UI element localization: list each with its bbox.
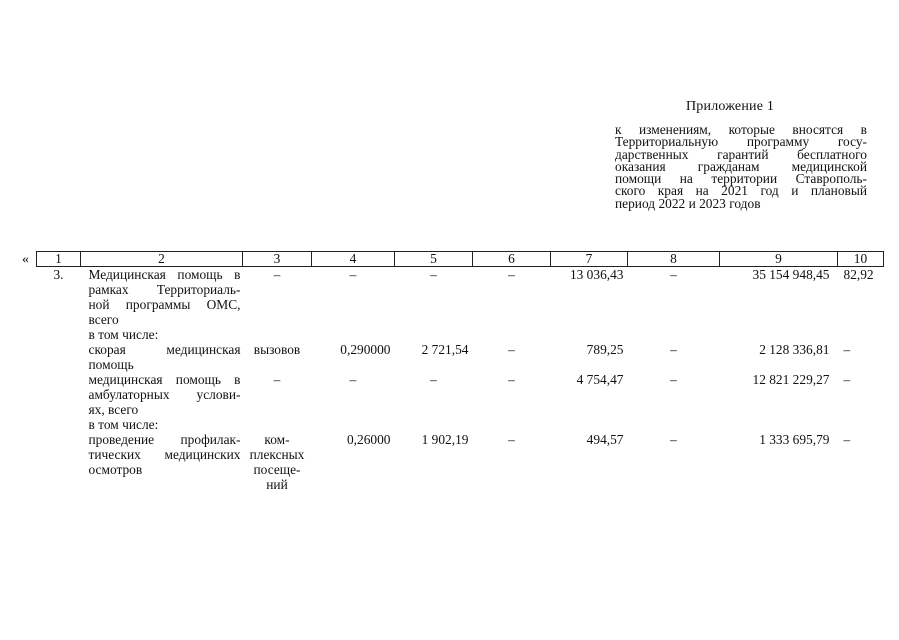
appendix-line: дарственных гарантий бесплатного: [615, 146, 867, 162]
column-header: 10: [838, 252, 884, 267]
row-number: 3.: [53, 267, 64, 282]
cell-col10: [838, 327, 884, 342]
column-number-header-row: [37, 252, 884, 267]
cell-col6: –: [508, 372, 515, 387]
opening-quote-mark: «: [22, 252, 29, 267]
row-name: [81, 417, 243, 432]
row-number: [37, 417, 81, 432]
cell-col6: –: [508, 432, 515, 447]
cell-col6: –: [508, 267, 515, 282]
appendix-line: помощи на территории Ставрополь-: [615, 171, 867, 187]
cell-col7: 13 036,43: [569, 267, 624, 282]
row-name-line: медицинская помощь в: [88, 372, 241, 387]
cell-col10: –: [843, 432, 851, 447]
row-name-line: помощь: [88, 357, 134, 372]
cell-col4: 0,26000: [346, 432, 391, 447]
row-number: [37, 372, 81, 417]
cell-col8: –: [670, 432, 677, 447]
appendix-line: период 2022 и 2023 годов: [615, 195, 761, 211]
cell-col10: –: [843, 372, 851, 387]
cell-col5: –: [430, 372, 437, 387]
row-name-line: осмотров: [88, 462, 143, 477]
row-name-line: в том числе:: [88, 417, 159, 432]
cell-col5: [395, 417, 473, 432]
row-name-line: ях, всего: [88, 402, 139, 417]
row-number: [37, 342, 81, 372]
cell-col8: –: [670, 267, 677, 282]
cell-col9: 12 821 229,27: [752, 372, 830, 387]
row-number: [37, 327, 81, 342]
cell-col8: [628, 327, 720, 342]
funding-table: [36, 251, 884, 492]
appendix-line: к изменениям, которые вносятся в: [615, 122, 867, 137]
appendix-line: ского края на 2021 год и плановый: [615, 183, 867, 199]
unit-cell: [243, 327, 312, 342]
cell-col8: –: [670, 342, 677, 357]
row-name: [81, 267, 243, 328]
row-name: [81, 342, 243, 372]
cell-col7: 4 754,47: [576, 372, 624, 387]
appendix-line: оказания гражданам медицинской: [615, 158, 867, 174]
column-header: 9: [720, 252, 838, 267]
table-row: [37, 327, 884, 342]
row-number: [37, 432, 81, 492]
row-name-line: проведение профилак-: [88, 432, 241, 447]
row-name: [81, 372, 243, 417]
row-name-line: ной программы ОМС,: [88, 297, 241, 312]
row-name-line: амбулаторных услови-: [88, 387, 241, 402]
cell-col6: [473, 417, 551, 432]
cell-col9: 35 154 948,45: [752, 267, 830, 282]
cell-col5: 1 902,19: [421, 432, 469, 447]
cell-col9: [720, 327, 838, 342]
row-name-line: всего: [88, 312, 119, 327]
cell-col5: –: [430, 267, 437, 282]
row-name-line: тических медицинских: [88, 447, 241, 462]
table-row: [37, 267, 884, 328]
appendix-title: Приложение 1: [686, 99, 775, 114]
cell-col4: [312, 417, 395, 432]
cell-col4: 0,290000: [340, 342, 391, 357]
cell-col6: –: [508, 342, 515, 357]
column-header: 7: [551, 252, 628, 267]
row-name-line: Медицинская помощь в: [88, 267, 241, 282]
cell-col5: 2 721,54: [421, 342, 469, 357]
appendix-line: Территориальную программу госу-: [615, 134, 867, 150]
cell-col4: [312, 327, 395, 342]
unit-cell: –: [273, 372, 281, 387]
row-name: [81, 327, 243, 342]
cell-col7: 494,57: [586, 432, 624, 447]
appendix-description: [615, 124, 867, 210]
column-header: 5: [395, 252, 473, 267]
cell-col6: [473, 327, 551, 342]
unit-cell: вызовов: [253, 342, 301, 357]
column-header: 6: [473, 252, 551, 267]
cell-col8: [628, 417, 720, 432]
cell-col9: 1 333 695,79: [759, 432, 830, 447]
column-header: 1: [37, 252, 81, 267]
column-header: 8: [628, 252, 720, 267]
cell-col10: 82,92: [843, 267, 874, 282]
table-row: [37, 342, 884, 372]
row-name-line: рамках Территориаль-: [88, 282, 241, 297]
table-row: [37, 432, 884, 492]
cell-col10: [838, 417, 884, 432]
cell-col9: [720, 417, 838, 432]
column-header: 2: [81, 252, 243, 267]
row-name: [81, 432, 243, 492]
unit-cell: –: [273, 267, 281, 282]
row-name-line: скорая медицинская: [88, 342, 241, 357]
cell-col5: [395, 327, 473, 342]
cell-col9: 2 128 336,81: [759, 342, 830, 357]
row-name-line: в том числе:: [88, 327, 159, 342]
cell-col8: –: [670, 372, 677, 387]
cell-col4: –: [349, 267, 357, 282]
column-header: 3: [243, 252, 312, 267]
cell-col10: –: [843, 342, 851, 357]
unit-cell: [243, 417, 312, 432]
cell-col7: [551, 417, 628, 432]
column-header: 4: [312, 252, 395, 267]
unit-cell: ком- плексных посеще- ний: [249, 432, 305, 492]
cell-col7: [551, 327, 628, 342]
cell-col7: 789,25: [586, 342, 624, 357]
table-row: [37, 417, 884, 432]
cell-col4: –: [349, 372, 357, 387]
table-row: [37, 372, 884, 417]
